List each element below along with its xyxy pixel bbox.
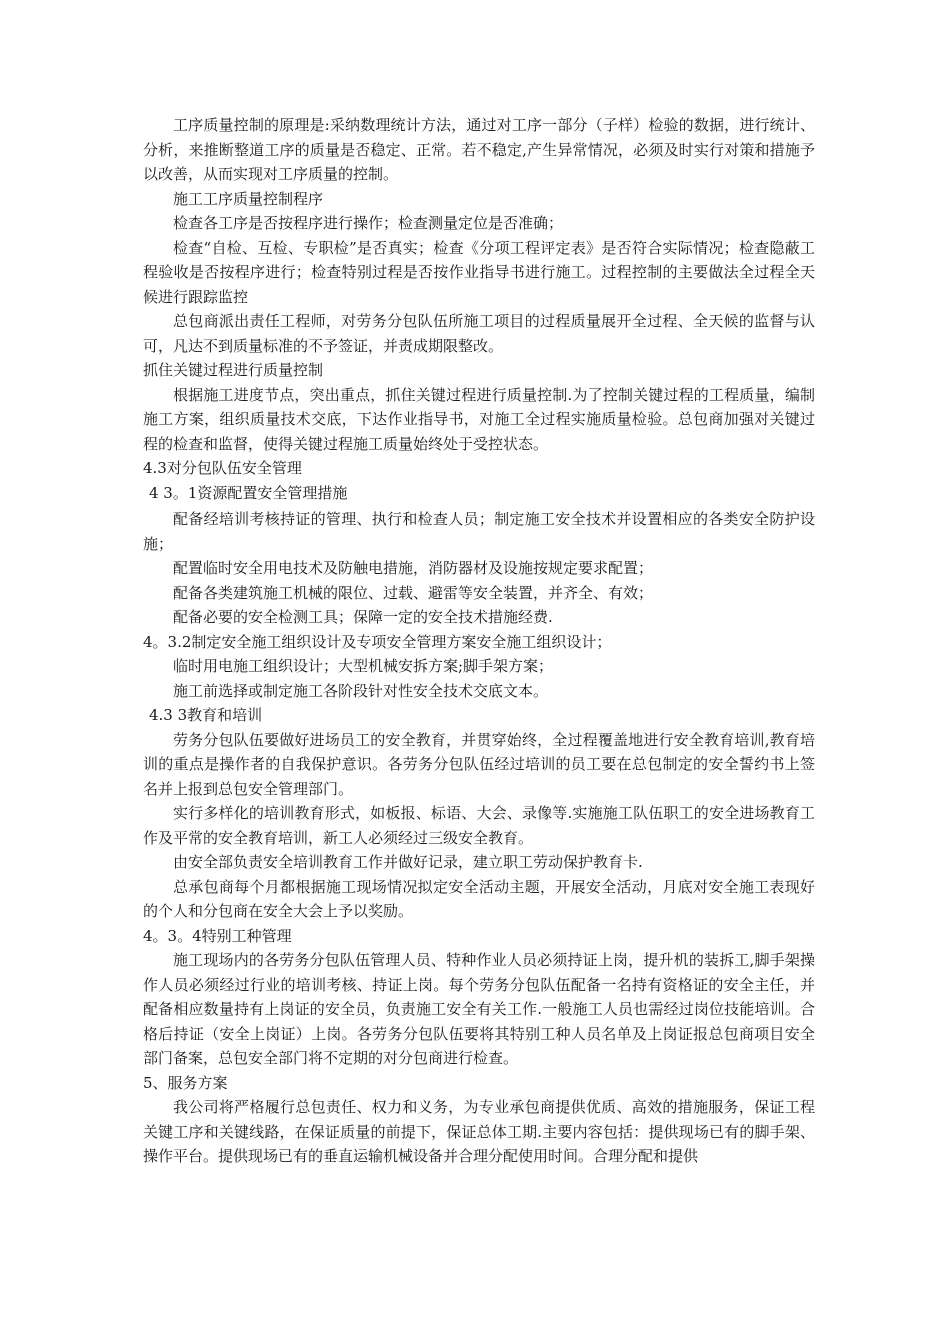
section-heading-4-3-3: 4.3 3教育和培训	[149, 706, 263, 724]
subheading-construction-procedure: 施工工序质量控制程序	[173, 189, 324, 208]
paragraph-safety-education: 劳务分包队伍要做好进场员工的安全教育，并贯穿始终，全过程覆盖地进行安全教育培训,教育培训的重点是操作者的自我保护意识。各劳务分包队伍经过培训的员工要在总包制定的安全誓约书上签名并上报到总包安全管理部门。	[143, 730, 815, 798]
paragraph-special-trades: 施工现场内的各劳务分包队伍管理人员、特种作业人员必须持证上岗，提升机的装拆工,脚手架操作人员必须经过行业的培训考核、持证上岗。每个劳务分包队伍配备一名持有资格证的安全主任，并配备相应数量持有上岗证的安全员，负责施工安全有关工作.一般施工人员也需经过岗位技能培训。合格后持证（安全上岗证）上岗。各劳务分包队伍要将其特别工种人员名单及上岗证报总包商项目安全部门备案，总包安全部门将不定期的对分包商进行检查。	[143, 951, 815, 1067]
paragraph-training-records: 由安全部负责安全培训教育工作并做好记录，建立职工劳动保护教育卡.	[173, 853, 643, 871]
section-heading-4-3-4: 4。3。4特别工种管理	[143, 926, 292, 945]
subheading-key-process-control: 抓住关键过程进行质量控制	[143, 361, 324, 379]
paragraph-machinery-safety: 配备各类建筑施工机械的限位、过载、避雷等安全装置，并齐全、有效；	[173, 583, 654, 602]
paragraph-inspection-tools: 配备必要的安全检测工具；保障一定的安全技术措施经费.	[173, 608, 553, 626]
section-heading-4-3: 4.3对分包队伍安全管理	[143, 459, 302, 477]
paragraph-check-procedures: 检查各工序是否按程序进行操作；检查测量定位是否准确；	[173, 214, 564, 232]
paragraph-check-inspections: 检查“自检、互检、专职检”是否真实；检查《分项工程评定表》是否符合实际情况；检查隐蔽工程验收是否按程序进行；检查特别过程是否按作业指导书进行施工。过程控制的主要做法全过程全天候进行跟踪监控	[143, 238, 815, 306]
paragraph-service-plan: 我公司将严格履行总包责任、权力和义务，为专业承包商提供优质、高效的措施服务，保证工程关键工序和关键线路，在保证质量的前提下，保证总体工期.主要内容包括：提供现场已有的脚手架、操作平台。提供现场已有的垂直运输机械设备并合理分配使用时间。合理分配和提供	[143, 1098, 815, 1165]
paragraph-electricity-plan: 临时用电施工组织设计；大型机械安拆方案;脚手架方案；	[173, 657, 554, 675]
section-heading-4-3-1: 4 3。1资源配置安全管理措施	[149, 483, 348, 502]
paragraph-training-forms: 实行多样化的培训教育形式，如板报、标语、大会、录像等.实施施工队伍职工的安全进场教育工作及平常的安全教育培训，新工人必须经过三级安全教育。	[143, 804, 815, 847]
paragraph-key-process-detail: 根据施工进度节点，突出重点，抓住关键过程进行质量控制.为了控制关键过程的工程质量，编制施工方案，组织质量技术交底，下达作业指导书，对施工全过程实施质量检验。总包商加强对关键过程的检查和监督，使得关键过程施工质量始终处于受控状态。	[143, 385, 815, 453]
section-heading-4-3-2: 4。3.2制定安全施工组织设计及专项安全管理方案安全施工组织设计；	[143, 632, 612, 651]
paragraph-monthly-activities: 总承包商每个月都根据施工现场情况拟定安全活动主题，开展安全活动，月底对安全施工表现好的个人和分包商在安全大会上予以奖励。	[143, 877, 815, 920]
paragraph-temporary-electricity: 配置临时安全用电技术及防触电措施，消防器材及设施按规定要求配置；	[173, 559, 654, 577]
paragraph-process-quality-principle: 工序质量控制的原理是:采纳数理统计方法，通过对工序一部分（子样）检验的数据，进行统计、分析，来推断整道工序的质量是否稳定、正常。若不稳定,产生异常情况，必须及时实行对策和措施予以改善，从而实现对工序质量的控制。	[143, 116, 815, 183]
paragraph-staff-and-facilities: 配备经培训考核持证的管理、执行和检查人员；制定施工安全技术并设置相应的各类安全防护设施；	[143, 510, 815, 553]
paragraph-engineer-supervision: 总包商派出责任工程师，对劳务分包队伍所施工项目的过程质量展开全过程、全天候的监督与认可，凡达不到质量标准的不予签证，并责成期限整改。	[143, 312, 815, 355]
paragraph-safety-briefing: 施工前选择或制定施工各阶段针对性安全技术交底文本。	[173, 681, 549, 700]
section-heading-5: 5、服务方案	[143, 1073, 228, 1092]
